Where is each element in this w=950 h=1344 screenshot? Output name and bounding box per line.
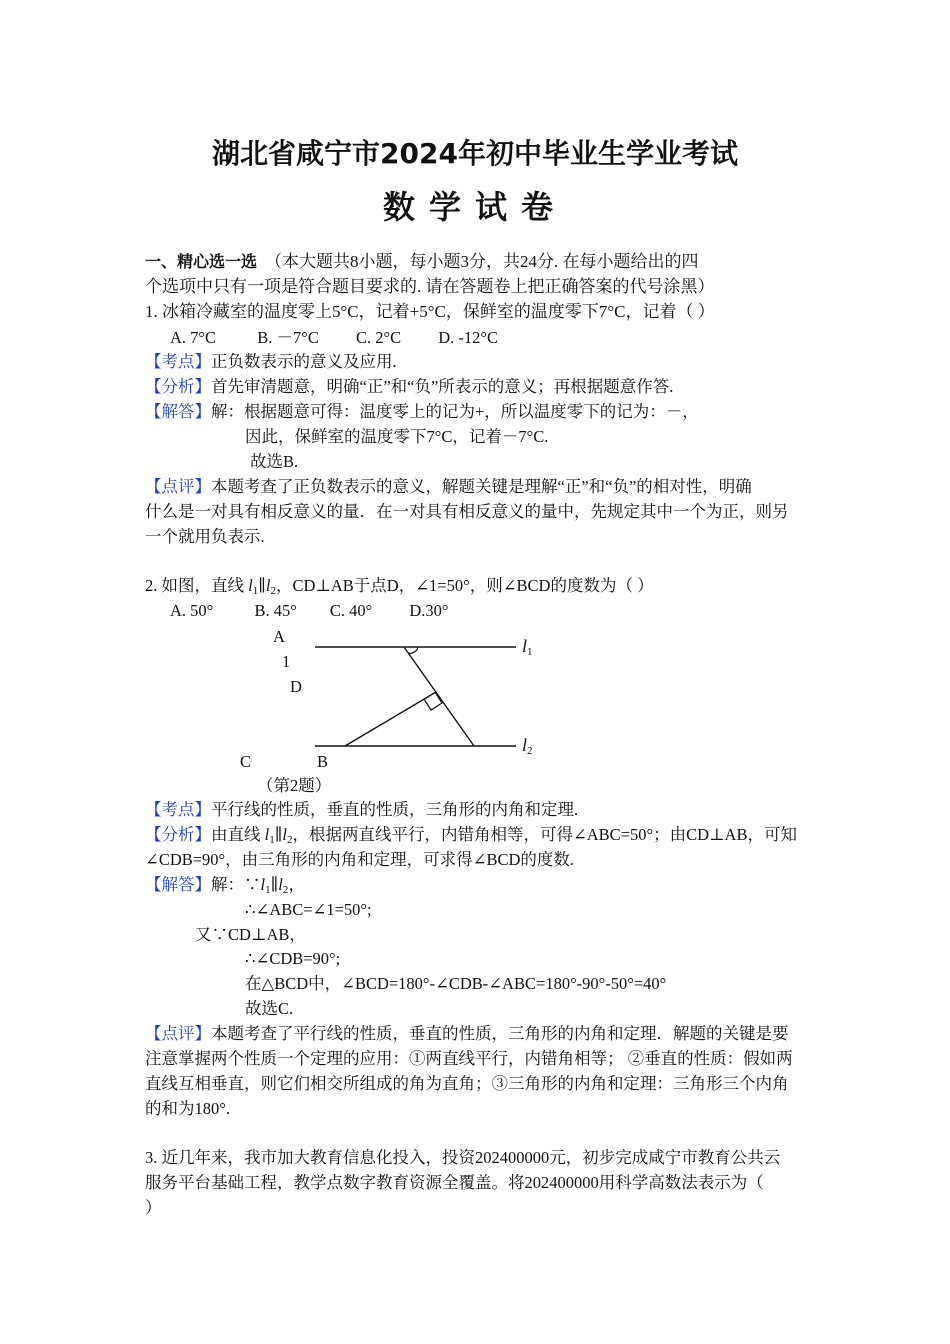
right-angle-mark — [424, 692, 442, 710]
section-intro-line2: 个选项中只有一项是符合题目要求的. 请在答题卷上把正确答案的代号涂黑） — [145, 277, 715, 296]
fig-label-l1 — [522, 634, 533, 665]
kaodian-tag: 【考点】 — [145, 352, 211, 371]
q1-dianping — [145, 474, 752, 499]
q1-fenxi — [145, 374, 673, 399]
fig-label-angle1: 1 — [282, 652, 291, 671]
fig-label-d: D — [290, 677, 302, 696]
q2-dianping-text2: 注意掌握两个性质一个定理的应用：①两直线平行，内错角相等； ②垂直的性质：假如两 — [145, 1049, 793, 1068]
fig-label-a: A — [273, 627, 285, 646]
kaodian-tag: 【考点】 — [145, 800, 211, 819]
q1-kaodian-text: 正负数表示的意义及应用. — [211, 352, 397, 371]
section-intro-line1: （本大题共8小题，每小题3分，共24分. 在每小题给出的四 — [265, 252, 699, 271]
q2-stem-pre: 2. 如图，直线 — [145, 576, 249, 595]
fenxi-tag: 【分析】 — [145, 377, 211, 396]
angle1-arc — [408, 647, 418, 653]
figure-caption: （第2题） — [257, 776, 332, 795]
q1-jieda — [145, 399, 699, 424]
q2-jieda-post: ， — [288, 875, 305, 894]
q2-options: A. 50° B. 45° C. 40° D.30° — [170, 601, 449, 620]
section-intro — [145, 249, 699, 274]
fig-label-b: B — [317, 752, 329, 771]
q2-dianping-text3: 直线互相垂直，则它们相交所组成的角为直角；③三角形的内角和定理：三角形三个内角 — [145, 1074, 789, 1093]
q1-jieda-text2: 因此，保鲜室的温度零下7°C，记着－7°C. — [245, 427, 549, 446]
l1-sub: 1 — [269, 834, 275, 846]
l2-letter: l — [265, 576, 271, 595]
exam-title: 湖北省咸宁市2024年初中毕业生学业考试 — [212, 137, 738, 170]
subject-title: 数学试卷 — [382, 188, 567, 226]
q3-stem-line1: 3. 近几年来，我市加大教育信息化投入，投资202400000元，初步完成咸宁市教育公共云 — [145, 1148, 781, 1167]
q1-options: A. 7°C B. －7°C C. 2°C D. -12°C — [170, 328, 499, 347]
l1-letter: l — [248, 576, 253, 595]
dianping-tag: 【点评】 — [145, 1024, 211, 1043]
l1-sub: 1 — [252, 585, 259, 597]
q1-jieda-text1: 解：根据题意可得：温度零上的记为+，所以温度零下的记为：－， — [211, 402, 699, 421]
q1-stem: 1. 冰箱冷藏室的温度零上5°C，记着+5°C，保鲜室的温度零下7°C，记着（ ） — [145, 302, 715, 321]
l2-sub: 2 — [282, 884, 289, 896]
q2-dianping — [145, 1021, 789, 1046]
q1-dianping-text1: 本题考查了正负数表示的意义，解题关键是理解“正”和“负”的相对性，明确 — [211, 477, 752, 496]
q2-fenxi-post: ，根据两直线平行，内错角相等，可得∠ABC=50°；由CD⊥AB，可知 — [292, 825, 797, 844]
l1-sub: 1 — [265, 884, 271, 896]
q2-dianping-text4: 的和为180°. — [145, 1099, 230, 1118]
q2-jieda-text2: ∴∠ABC=∠1=50°; — [245, 900, 372, 919]
q1-fenxi-text: 首先审清题意，明确“正”和“负”所表示的意义；再根据题意作答. — [211, 377, 674, 396]
l1-letter: l — [522, 636, 528, 656]
q3-stem-line2: 服务平台基础工程，教学点数字教育资源全覆盖。将202400000用科学高数法表示为（ — [145, 1173, 764, 1192]
q3-stem-line3: ） — [145, 1198, 162, 1217]
q2-dianping-text1: 本题考查了平行线的性质，垂直的性质，三角形的内角和定理．解题的关键是要 — [211, 1024, 789, 1043]
dianping-tag: 【点评】 — [145, 477, 211, 496]
l2-letter: l — [522, 735, 528, 755]
line-cd — [345, 692, 436, 746]
l2-sub: 2 — [286, 834, 293, 846]
q2-jieda-text4: ∴∠CDB=90°; — [245, 949, 341, 968]
l1-letter: l — [260, 875, 266, 894]
section-heading: 一、精心选一选 — [145, 252, 258, 271]
q1-dianping-text2: 什么是一对具有相反意义的量．在一对具有相反意义的量中，先规定其中一个为正，则另 — [145, 502, 789, 521]
line-ab — [404, 647, 474, 746]
q1-jieda-text3: 故选B. — [250, 452, 299, 471]
q2-jieda-text5: 在△BCD中，∠BCD=180°-∠CDB-∠ABC=180°-90°-50°=40° — [245, 974, 667, 993]
q1-dianping-text3: 一个就用负表示. — [145, 527, 265, 546]
parallel-symbol: ∥ — [274, 825, 283, 844]
q2-stem-post: ，CD⊥AB于点D，∠1=50°，则∠BCD的度数为（ ） — [275, 576, 654, 595]
fig-label-l2 — [522, 733, 533, 764]
q2-fenxi-pre: 由直线 — [211, 825, 265, 844]
q1-kaodian — [145, 349, 397, 374]
l2-sub: 2 — [527, 745, 533, 757]
q2-kaodian-text: 平行线的性质，垂直的性质，三角形的内角和定理. — [211, 800, 579, 819]
parallel-symbol: ∥ — [258, 576, 266, 595]
fig-label-c: C — [240, 752, 252, 771]
q2-kaodian — [145, 797, 578, 822]
q2-jieda-text3: 又∵CD⊥AB， — [195, 925, 306, 944]
parallel-symbol: ∥ — [270, 875, 279, 894]
l2-letter: l — [282, 825, 287, 844]
l1-sub: 1 — [527, 646, 533, 658]
l2-letter: l — [278, 875, 283, 894]
jieda-tag: 【解答】 — [145, 875, 211, 894]
q2-fenxi-text2: ∠CDB=90°，由三角形的内角和定理，可求得∠BCD的度数. — [145, 850, 575, 869]
l2-sub: 2 — [270, 585, 276, 597]
l1-letter: l — [264, 825, 270, 844]
parallel-lines-figure — [300, 630, 560, 760]
q2-jieda-text6: 故选C. — [245, 999, 294, 1018]
q2-jieda-pre: 解：∵ — [211, 875, 261, 894]
fenxi-tag: 【分析】 — [145, 825, 211, 844]
jieda-tag: 【解答】 — [145, 402, 211, 421]
